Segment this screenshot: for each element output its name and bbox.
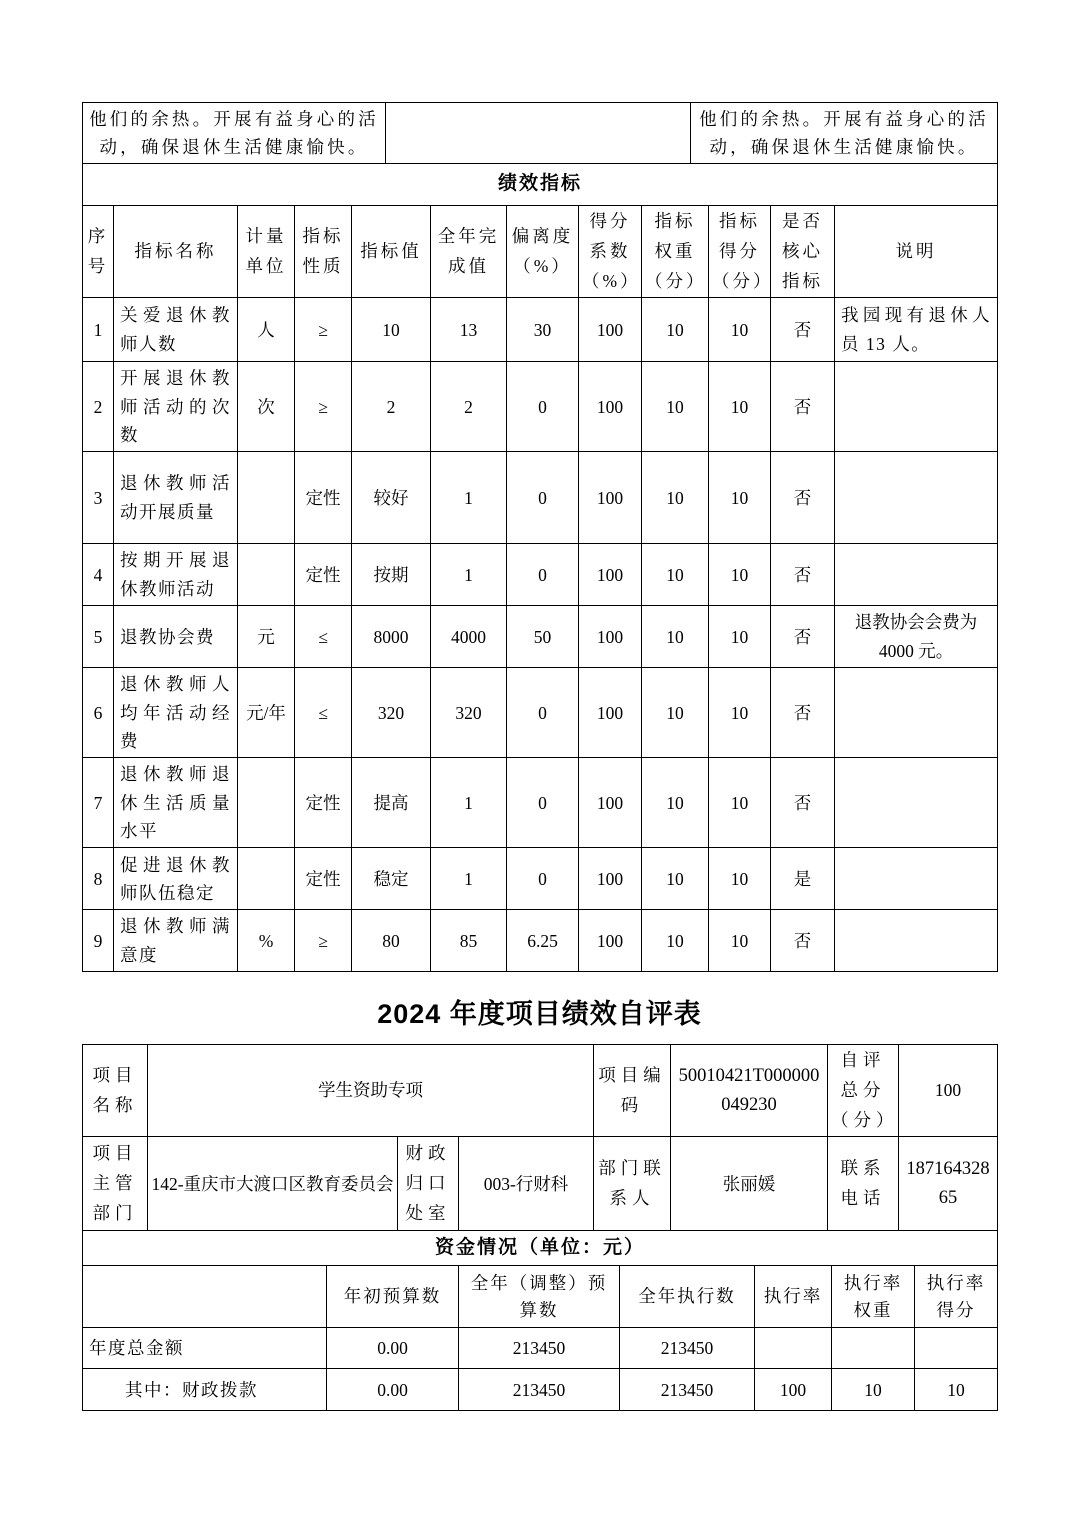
cell-weight: 10 [642, 452, 709, 544]
header-cell: 指标得分（分） [709, 206, 771, 298]
table-row [83, 758, 998, 848]
cell-target: 80 [352, 910, 431, 972]
header-cell: 序号 [83, 206, 114, 298]
cell-deviation: 0 [507, 362, 579, 452]
cell-completed: 1 [431, 758, 507, 848]
cell-nature: ≥ [295, 298, 352, 362]
cell-indicator-name: 退休教师活动开展质量 [114, 452, 238, 544]
project-info-row [83, 1137, 998, 1231]
cell-seq: 6 [83, 668, 114, 758]
cell-exec-rate-score [915, 1328, 998, 1369]
section-band-row [83, 164, 998, 206]
cell-deviation: 0 [507, 848, 579, 910]
cell-completed: 1 [431, 848, 507, 910]
cell-score: 10 [709, 362, 771, 452]
header-cell: 是否核心指标 [771, 206, 835, 298]
cell-core: 否 [771, 758, 835, 848]
cell-unit [238, 544, 295, 606]
cell-indicator-name: 按期开展退休教师活动 [114, 544, 238, 606]
cell-score: 10 [709, 298, 771, 362]
indicator-header-row [83, 206, 998, 298]
cell-indicator-name: 关爱退休教师人数 [114, 298, 238, 362]
contact-label: 部门联系人 [594, 1137, 671, 1231]
cell-row-label: 其中：财政拨款 [83, 1369, 327, 1411]
project-info-table [82, 1044, 998, 1231]
header-cell: 指标值 [352, 206, 431, 298]
table-row [83, 298, 998, 362]
cell-note [835, 452, 998, 544]
cell-indicator-name: 退教协会费 [114, 606, 238, 668]
cell-unit: 元/年 [238, 668, 295, 758]
cell-initial-budget: 0.00 [327, 1328, 459, 1369]
cell-indicator-name: 退休教师人均年活动经费 [114, 668, 238, 758]
header-cell: 偏离度（%） [507, 206, 579, 298]
cell-nature: ≥ [295, 910, 352, 972]
cell-indicator-name: 退休教师满意度 [114, 910, 238, 972]
cell-indicator-name: 促进退休教师队伍稳定 [114, 848, 238, 910]
cell-weight: 10 [642, 544, 709, 606]
cell-seq: 2 [83, 362, 114, 452]
phone-label: 联系电话 [828, 1137, 899, 1231]
cell-completed: 320 [431, 668, 507, 758]
self-score-label: 自评总分（分） [828, 1045, 899, 1137]
cell-target: 8000 [352, 606, 431, 668]
cell-executed: 213450 [620, 1369, 755, 1411]
cell-completed: 85 [431, 910, 507, 972]
cell-indicator-name: 开展退休教师活动的次数 [114, 362, 238, 452]
cell-completed: 4000 [431, 606, 507, 668]
self-score-value: 100 [899, 1045, 998, 1137]
cell-seq: 4 [83, 544, 114, 606]
cell-weight: 10 [642, 298, 709, 362]
cell-executed: 213450 [620, 1328, 755, 1369]
header-cell: 指标名称 [114, 206, 238, 298]
header-cell: 计量单位 [238, 206, 295, 298]
project-code-label: 项目编码 [594, 1045, 671, 1137]
cell-score-coef: 100 [579, 910, 642, 972]
cell-score-coef: 100 [579, 362, 642, 452]
cell-deviation: 0 [507, 544, 579, 606]
cell-deviation: 0 [507, 668, 579, 758]
cell-core: 否 [771, 544, 835, 606]
table-row [83, 848, 998, 910]
carryover-table [82, 102, 998, 164]
cell-score-coef: 100 [579, 606, 642, 668]
cell-deviation: 0 [507, 452, 579, 544]
cell-deviation: 6.25 [507, 910, 579, 972]
cell-indicator-name: 退休教师退休生活质量水平 [114, 758, 238, 848]
cell-core: 是 [771, 848, 835, 910]
cell-seq: 7 [83, 758, 114, 848]
indicator-table [82, 163, 998, 972]
cell-note [835, 544, 998, 606]
cell-adjusted-budget: 213450 [459, 1369, 620, 1411]
cell-weight: 10 [642, 848, 709, 910]
project-info-row [83, 1045, 998, 1137]
cell-unit [238, 758, 295, 848]
cell-core: 否 [771, 910, 835, 972]
cell-seq: 1 [83, 298, 114, 362]
cell-deviation: 50 [507, 606, 579, 668]
cell-score-coef: 100 [579, 452, 642, 544]
funding-table [82, 1230, 998, 1411]
cell-nature: 定性 [295, 848, 352, 910]
header-cell: 执行率 [755, 1266, 832, 1328]
cell-score-coef: 100 [579, 544, 642, 606]
cell-nature: ≤ [295, 606, 352, 668]
header-cell: 全年（调整）预算数 [459, 1266, 620, 1328]
cell-unit [238, 848, 295, 910]
table-row [83, 452, 998, 544]
cell-target: 按期 [352, 544, 431, 606]
document-content [82, 102, 997, 1411]
cell-score: 10 [709, 668, 771, 758]
cell-completed: 13 [431, 298, 507, 362]
cell-score-coef: 100 [579, 298, 642, 362]
cell-note [835, 668, 998, 758]
table-row [83, 1369, 998, 1411]
cell-nature: ≤ [295, 668, 352, 758]
header-cell: 指标性质 [295, 206, 352, 298]
table-row [83, 606, 998, 668]
carryover-middle-cell [386, 103, 691, 164]
header-cell [83, 1266, 327, 1328]
section-title-performance-indicators: 绩效指标 [83, 164, 998, 206]
cell-target: 320 [352, 668, 431, 758]
cell-core: 否 [771, 362, 835, 452]
cell-deviation: 30 [507, 298, 579, 362]
page-title: 2024 年度项目绩效自评表 [377, 999, 702, 1030]
cell-target: 稳定 [352, 848, 431, 910]
project-code-value: 50010421T000000049230 [671, 1045, 828, 1137]
table-row [83, 1328, 998, 1369]
cell-exec-rate-weight: 10 [832, 1369, 915, 1411]
cell-score-coef: 100 [579, 758, 642, 848]
cell-unit: 元 [238, 606, 295, 668]
table-row [83, 910, 998, 972]
header-cell: 执行率得分 [915, 1266, 998, 1328]
cell-seq: 5 [83, 606, 114, 668]
cell-score-coef: 100 [579, 848, 642, 910]
header-cell: 指标权重（分） [642, 206, 709, 298]
contact-value: 张丽媛 [671, 1137, 828, 1231]
cell-target: 10 [352, 298, 431, 362]
cell-completed: 2 [431, 362, 507, 452]
cell-score-coef: 100 [579, 668, 642, 758]
cell-target: 较好 [352, 452, 431, 544]
cell-target: 2 [352, 362, 431, 452]
cell-unit: 人 [238, 298, 295, 362]
cell-row-label: 年度总金额 [83, 1328, 327, 1369]
header-cell: 得分系数（%） [579, 206, 642, 298]
cell-score: 10 [709, 452, 771, 544]
table-row [83, 362, 998, 452]
cell-exec-rate: 100 [755, 1369, 832, 1411]
cell-weight: 10 [642, 606, 709, 668]
cell-note: 退教协会会费为 4000 元。 [835, 606, 998, 668]
cell-note [835, 910, 998, 972]
cell-deviation: 0 [507, 758, 579, 848]
cell-seq: 8 [83, 848, 114, 910]
dept-label: 项目主管部门 [83, 1137, 148, 1231]
project-name-label: 项目名称 [83, 1045, 148, 1137]
cell-note: 我园现有退休人员 13 人。 [835, 298, 998, 362]
cell-weight: 10 [642, 910, 709, 972]
header-cell: 全年执行数 [620, 1266, 755, 1328]
carryover-left-cell: 他们的余热。开展有益身心的活动，确保退休生活健康愉快。 [83, 103, 386, 164]
cell-score: 10 [709, 606, 771, 668]
cell-core: 否 [771, 606, 835, 668]
cell-unit [238, 452, 295, 544]
table-row [83, 668, 998, 758]
cell-note [835, 848, 998, 910]
phone-value: 18716432865 [899, 1137, 998, 1231]
cell-weight: 10 [642, 758, 709, 848]
cell-score: 10 [709, 758, 771, 848]
cell-score: 10 [709, 910, 771, 972]
header-cell: 说明 [835, 206, 998, 298]
cell-seq: 9 [83, 910, 114, 972]
cell-core: 否 [771, 298, 835, 362]
cell-nature: 定性 [295, 544, 352, 606]
cell-unit: 次 [238, 362, 295, 452]
cell-target: 提高 [352, 758, 431, 848]
cell-initial-budget: 0.00 [327, 1369, 459, 1411]
cell-completed: 1 [431, 452, 507, 544]
cell-unit: % [238, 910, 295, 972]
table-row [83, 103, 998, 164]
cell-score: 10 [709, 544, 771, 606]
cell-nature: ≥ [295, 362, 352, 452]
cell-note [835, 758, 998, 848]
cell-nature: 定性 [295, 758, 352, 848]
cell-nature: 定性 [295, 452, 352, 544]
header-cell: 执行率权重 [832, 1266, 915, 1328]
header-cell: 全年完成值 [431, 206, 507, 298]
cell-weight: 10 [642, 362, 709, 452]
cell-weight: 10 [642, 668, 709, 758]
finance-office-value: 003-行财科 [459, 1137, 594, 1231]
cell-core: 否 [771, 452, 835, 544]
cell-completed: 1 [431, 544, 507, 606]
section-title-funding: 资金情况（单位：元） [83, 1231, 998, 1266]
cell-exec-rate-score: 10 [915, 1369, 998, 1411]
header-cell: 年初预算数 [327, 1266, 459, 1328]
cell-exec-rate [755, 1328, 832, 1369]
cell-score: 10 [709, 848, 771, 910]
cell-core: 否 [771, 668, 835, 758]
cell-exec-rate-weight [832, 1328, 915, 1369]
dept-value: 142-重庆市大渡口区教育委员会 [148, 1137, 398, 1231]
funding-header-row [83, 1266, 998, 1328]
project-name-value: 学生资助专项 [148, 1045, 594, 1137]
cell-note [835, 362, 998, 452]
cell-seq: 3 [83, 452, 114, 544]
section-band-row [83, 1231, 998, 1266]
carryover-right-cell: 他们的余热。开展有益身心的活动，确保退休生活健康愉快。 [691, 103, 998, 164]
finance-office-label: 财政归口处室 [398, 1137, 459, 1231]
cell-adjusted-budget: 213450 [459, 1328, 620, 1369]
table-row [83, 544, 998, 606]
